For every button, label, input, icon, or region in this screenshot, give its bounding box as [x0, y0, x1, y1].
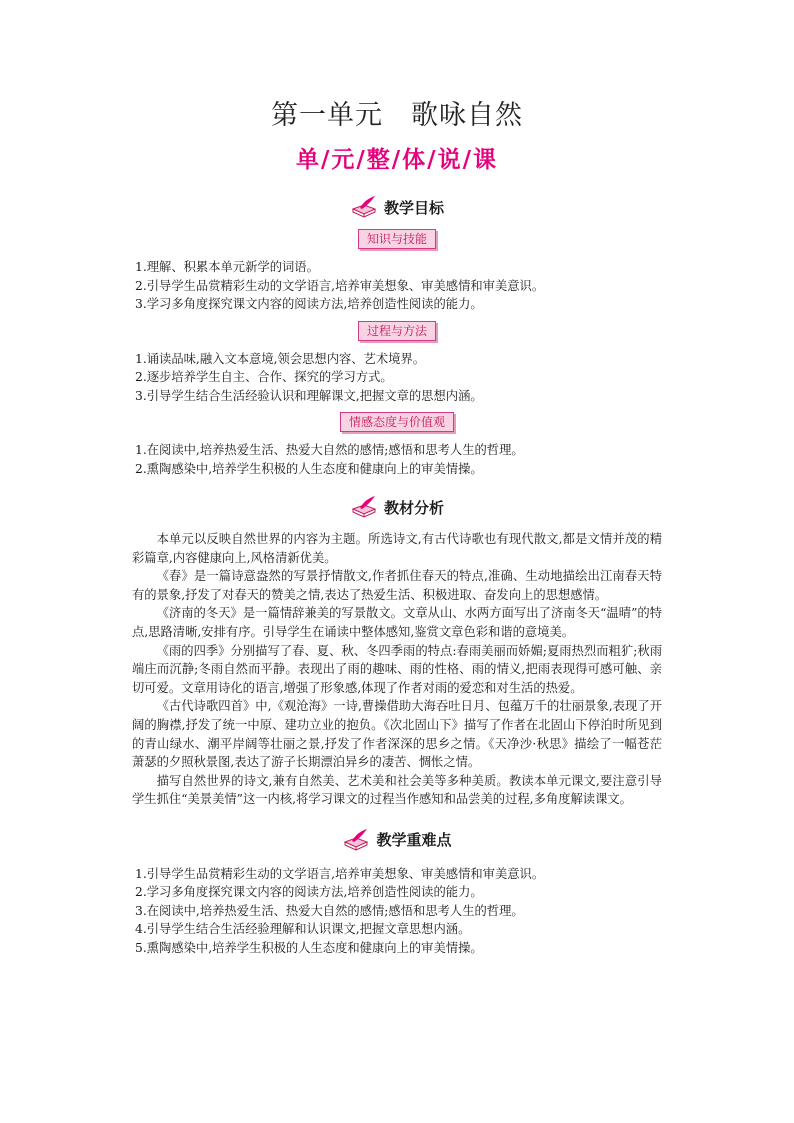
- key-points-heading: [132, 825, 662, 855]
- list-item: 1.在阅读中,培养热爱生活、热爱大自然的感情;感悟和思考人生的哲理。: [135, 443, 524, 457]
- analysis-body: [132, 530, 662, 809]
- list-item: 2.学习多角度探究课文内容的阅读方法,培养创造性阅读的能力。: [135, 885, 483, 900]
- tag-process: 过程与方法: [358, 321, 436, 341]
- list-item: 1.引导学生品赏精彩生动的文学语言,培养审美想象、审美感情和审美意识。: [135, 866, 545, 881]
- paragraph: 《济南的冬天》是一篇情辞兼美的写景散文。文章从山、水两方面写出了济南冬天“温晴”的特点,思路清晰,安排有序。引导学生在诵读中整体感知,鉴赏文章色彩和谐的意境美。: [132, 606, 662, 639]
- tag-wrap: [132, 411, 662, 433]
- process-list: [132, 350, 662, 406]
- list-item: 1.理解、积累本单元新学的词语。: [135, 260, 319, 274]
- tag-emotion: 情感态度与价值观: [340, 412, 454, 432]
- list-item: 3.学习多角度探究课文内容的阅读方法,培养创造性阅读的能力。: [135, 297, 483, 311]
- tag-knowledge: 知识与技能: [358, 229, 436, 249]
- book-quill-icon: [350, 195, 378, 219]
- list-item: 2.逐步培养学生自主、合作、探究的学习方式。: [135, 370, 393, 384]
- document-page: [132, 96, 662, 957]
- list-item: 1.诵读品味,融入文本意境,领会思想内容、艺术境界。: [135, 351, 426, 366]
- analysis-heading: [132, 492, 662, 522]
- tag-wrap: [132, 228, 662, 250]
- objectives-heading-label: 教学目标: [383, 198, 444, 217]
- list-item: 4.引导学生结合生活经验理解和认识课文,把握文章思想内涵。: [135, 922, 471, 937]
- unit-title: 第一单元 歌咏自然: [271, 100, 523, 131]
- paragraph: 《雨的四季》分别描写了春、夏、秋、冬四季雨的特点:春雨美丽而娇媚;夏雨热烈而粗犷;秋雨端庄而沉静;冬雨自然而平静。表现出了雨的趣味、雨的性格、雨的情义,把雨表现得可感可触、亲切可爱。文章用诗化的语言,增强了形象感,体现了作者对雨的爱恋和对生活的热爱。: [132, 643, 662, 695]
- list-item: 2.熏陶感染中,培养学生积极的人生态度和健康向上的审美情操。: [135, 461, 483, 476]
- paragraph: 描写自然世界的诗文,兼有自然美、艺术美和社会美等多种美质。教读本单元课文,要注意引导学生抓住“美景美情”这一内核,将学习课文的过程当作感知和品尝美的过程,多角度解读课文。: [132, 773, 662, 807]
- key-points-heading-label: 教学重难点: [376, 831, 452, 850]
- emotion-list: [132, 441, 662, 478]
- knowledge-list: [132, 258, 662, 314]
- tag-wrap: [132, 320, 662, 342]
- key-points-list: [132, 865, 662, 958]
- list-item: 5.熏陶感染中,培养学生积极的人生态度和健康向上的审美情操。: [135, 940, 483, 955]
- paragraph: 《古代诗歌四首》中,《观沧海》一诗,曹操借助大海吞吐日月、包蕴万千的壮丽景象,表现了开阔的胸襟,抒发了统一中原、建功立业的抱负。《次北固山下》描写了作者在北固山下停泊时所见到的青山绿水、潮平岸阔等壮丽之景,抒发了作者深深的思乡之情。《天净沙·秋思》描绘了一幅苍茫萧瑟的夕照秋景图,表达了游子长期漂泊异乡的凄苦、惆怅之情。: [132, 699, 662, 770]
- list-item: 3.引导学生结合生活经验认识和理解课文,把握文章的思想内涵。: [135, 388, 483, 403]
- analysis-heading-label: 教材分析: [383, 498, 444, 517]
- list-item: 3.在阅读中,培养热爱生活、热爱大自然的感情;感悟和思考人生的哲理。: [135, 903, 524, 918]
- list-item: 2.引导学生品赏精彩生动的文学语言,培养审美想象、审美感情和审美意识。: [135, 278, 545, 293]
- book-quill-icon: [350, 495, 378, 519]
- book-quill-icon: [342, 828, 370, 852]
- objectives-heading: [132, 192, 662, 222]
- section-subtitle: 单/元/整/体/说/课: [295, 147, 498, 173]
- paragraph: 本单元以反映自然世界的内容为主题。所选诗文,有古代诗歌也有现代散文,都是文情并茂的精彩篇章,内容健康向上,风格清新优美。: [132, 532, 662, 565]
- paragraph: 《春》是一篇诗意盎然的写景抒情散文,作者抓住春天的特点,准确、生动地描绘出江南春天特有的景象,抒发了对春天的赞美之情,表达了热爱生活、积极进取、奋发向上的思想感情。: [132, 569, 662, 602]
